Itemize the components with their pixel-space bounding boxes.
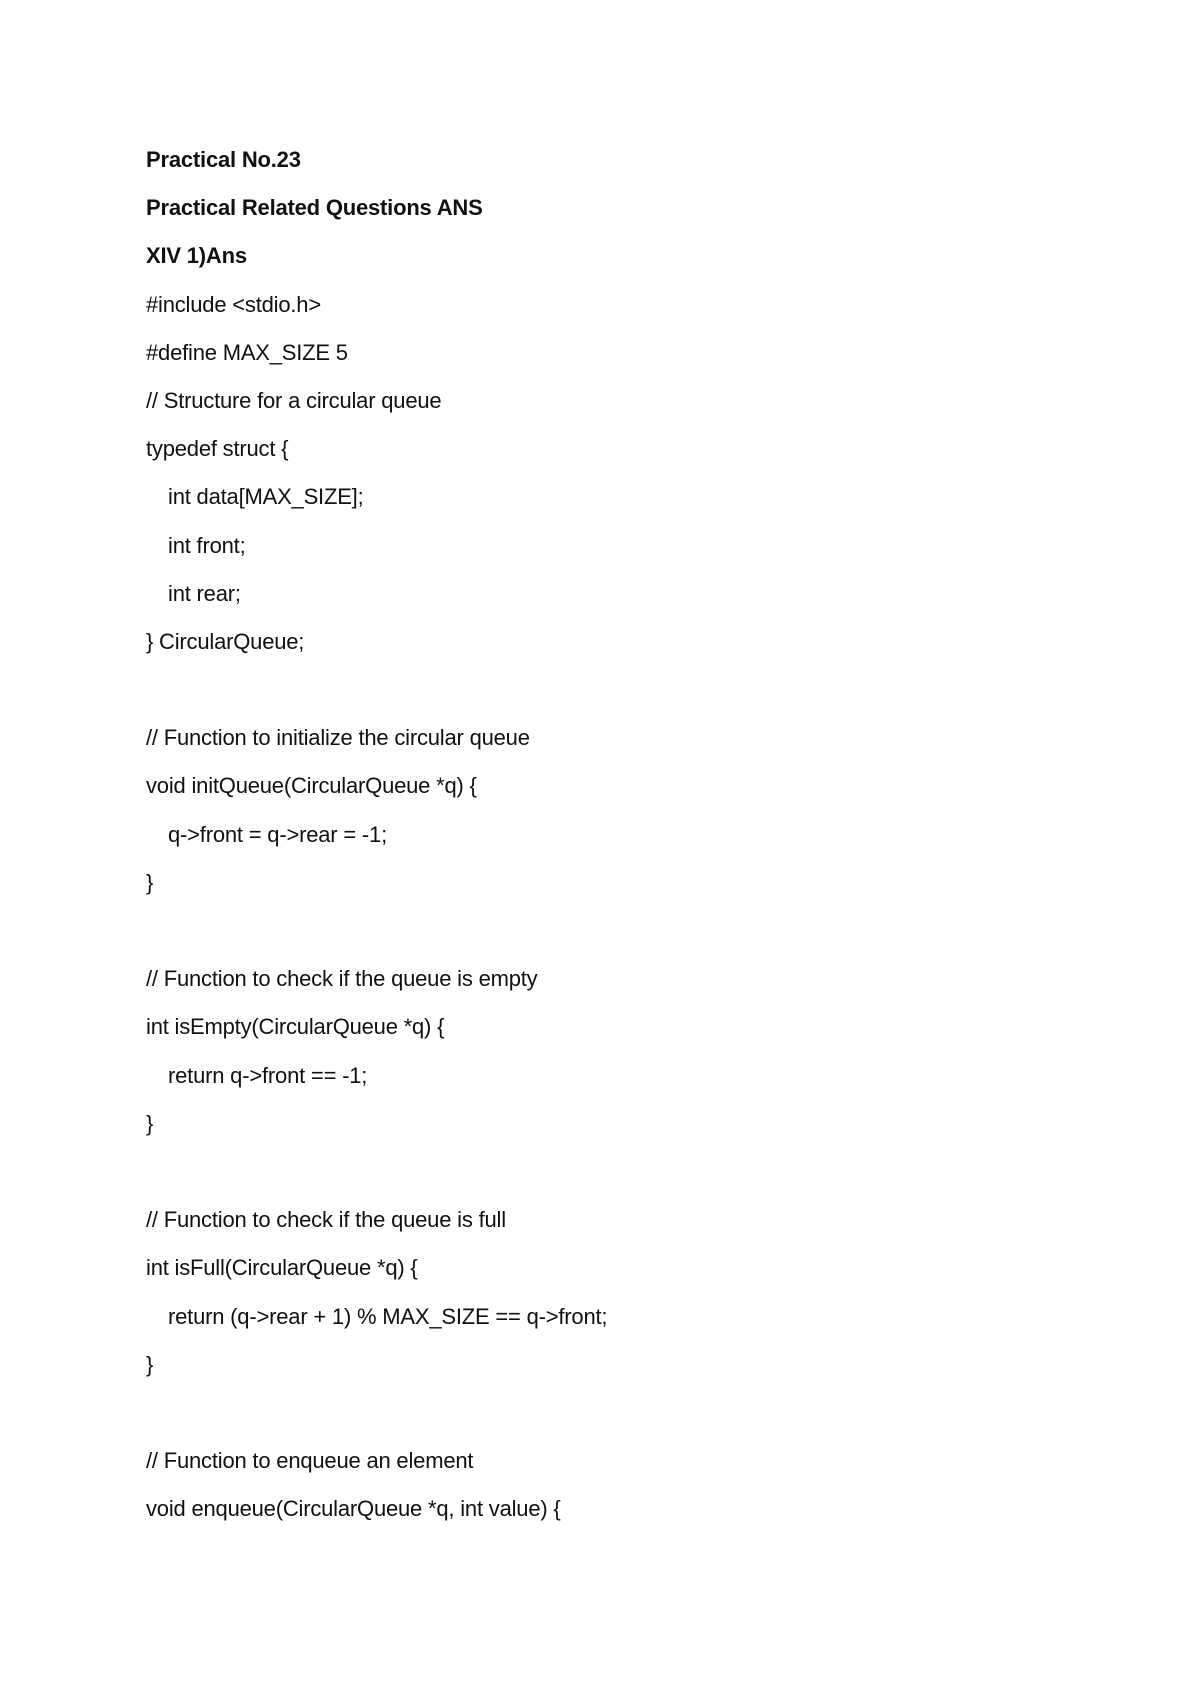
code-line: int data[MAX_SIZE]; xyxy=(168,484,364,510)
code-line: int front; xyxy=(168,532,246,558)
code-line: int isFull(CircularQueue *q) { xyxy=(146,1255,418,1281)
code-line: } xyxy=(146,1351,154,1377)
answer-heading: XIV 1)Ans xyxy=(146,243,247,269)
code-line: typedef struct { xyxy=(146,436,289,462)
code-comment: // Function to check if the queue is empty xyxy=(146,966,538,992)
document-body xyxy=(146,144,1106,1541)
code-comment: // Function to check if the queue is full xyxy=(146,1207,506,1233)
blank-line xyxy=(146,915,1106,963)
code-line: } xyxy=(146,869,154,895)
code-comment: // Structure for a circular queue xyxy=(146,387,442,413)
code-line: void initQueue(CircularQueue *q) { xyxy=(146,773,477,799)
code-line: } xyxy=(146,1110,154,1136)
code-line: #include <stdio.h> xyxy=(146,291,321,317)
code-line: q->front = q->rear = -1; xyxy=(168,821,387,847)
practical-number-heading: Practical No.23 xyxy=(146,147,301,172)
code-line: #define MAX_SIZE 5 xyxy=(146,339,348,365)
blank-line xyxy=(146,1397,1106,1445)
code-line: return (q->rear + 1) % MAX_SIZE == q->front; xyxy=(168,1303,608,1329)
section-heading: Practical Related Questions ANS xyxy=(146,195,483,221)
code-line: void enqueue(CircularQueue *q, int value) { xyxy=(146,1496,561,1522)
code-line: return q->front == -1; xyxy=(168,1062,368,1088)
blank-line xyxy=(146,1156,1106,1204)
code-comment: // Function to enqueue an element xyxy=(146,1448,474,1474)
code-line: } CircularQueue; xyxy=(146,628,305,654)
blank-line xyxy=(146,674,1106,722)
code-comment: // Function to initialize the circular queue xyxy=(146,725,530,751)
code-line: int rear; xyxy=(168,580,241,606)
code-line: int isEmpty(CircularQueue *q) { xyxy=(146,1014,445,1040)
